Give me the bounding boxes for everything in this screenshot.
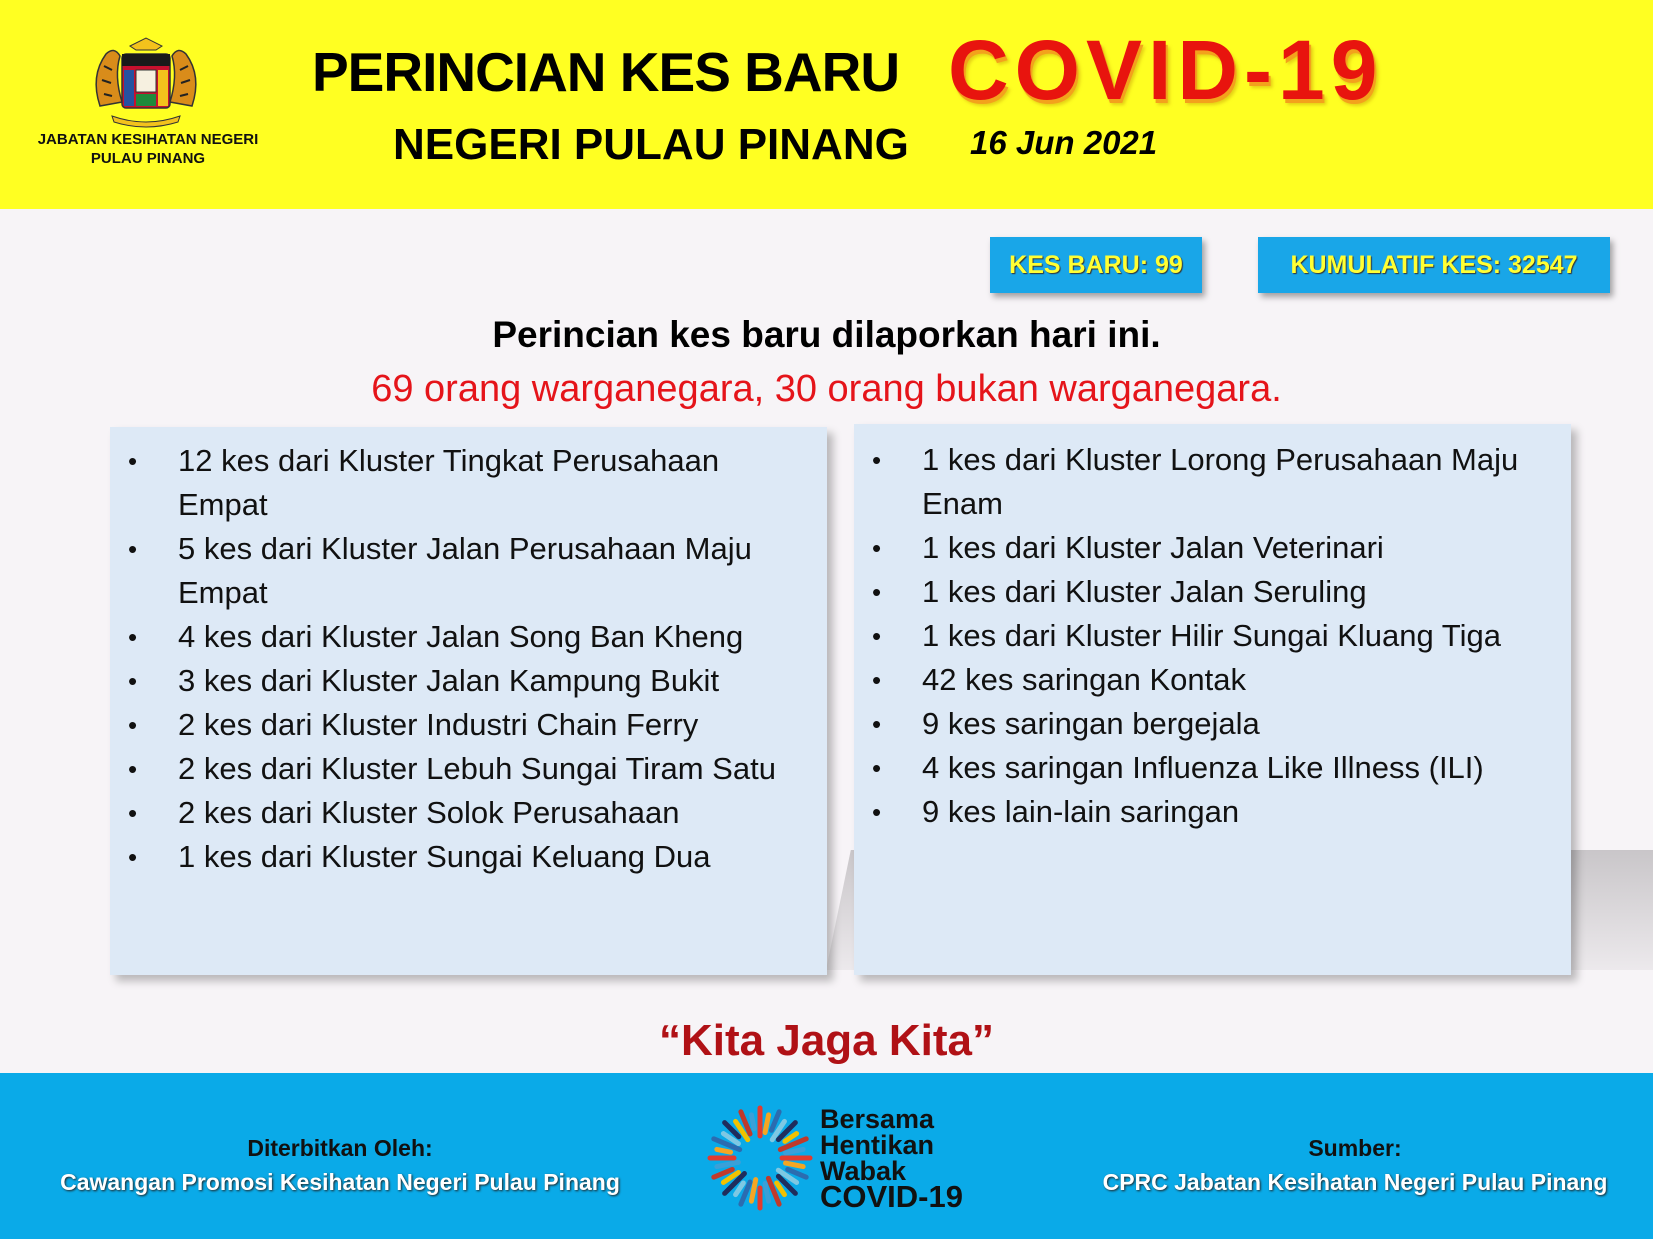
source-label: Sumber:: [1308, 1135, 1402, 1161]
campaign-line-2: Hentikan: [820, 1130, 935, 1160]
bullet-icon: •: [128, 710, 138, 740]
report-date: 16 Jun 2021: [970, 124, 1158, 161]
slogan: “Kita Jaga Kita”: [659, 1016, 994, 1065]
left-case-panel: [110, 427, 827, 975]
list-item-text: 1 kes dari Kluster Sungai Keluang Dua: [178, 839, 711, 874]
logo-ray: [786, 1163, 804, 1167]
campaign-line-1: Bersama: [820, 1104, 935, 1134]
publisher-block: [40, 1132, 640, 1200]
covid-title: COVID-19: [948, 23, 1384, 117]
logo-ray: [786, 1149, 804, 1153]
bullet-icon: •: [872, 665, 882, 695]
logo-ray: [751, 1115, 754, 1129]
list-item: [110, 439, 811, 527]
citizenship-summary: 69 orang warganegara, 30 orang bukan warganegara.: [371, 368, 1282, 410]
list-item: [854, 702, 1555, 746]
list-item: [110, 615, 811, 659]
list-item-text: 1 kes dari Kluster Jalan Seruling: [922, 574, 1367, 609]
logo-ray: [765, 1115, 769, 1133]
cumulative-cases-badge: KUMULATIF KES: 32547: [1258, 237, 1610, 293]
source-name: CPRC Jabatan Kesihatan Negeri Pulau Pinang: [1102, 1169, 1608, 1195]
list-item: [854, 658, 1555, 702]
campaign-logo-text: [820, 1104, 963, 1214]
right-case-panel: [854, 424, 1571, 975]
list-item-text: 1 kes dari Kluster Lorong Perusahaan Maju Enam: [922, 442, 1519, 521]
bullet-icon: •: [872, 709, 882, 739]
logo-ray: [717, 1162, 739, 1166]
campaign-line-3: Wabak: [820, 1156, 907, 1186]
list-item-text: 4 kes saringan Influenza Like Illness (ILI): [922, 750, 1484, 785]
department-name: [20, 130, 276, 168]
list-item-text: 12 kes dari Kluster Tingkat Perusahaan Empat: [178, 443, 720, 522]
right-case-list: [854, 424, 1571, 834]
campaign-logo-icon: [700, 1098, 820, 1218]
department-line-2: PULAU PINANG: [90, 150, 206, 167]
list-item: [854, 614, 1555, 658]
bullet-icon: •: [872, 797, 882, 827]
left-case-list: [110, 427, 827, 879]
list-item-text: 2 kes dari Kluster Solok Perusahaan: [178, 795, 680, 830]
logo-ray: [765, 1184, 769, 1202]
bullet-icon: •: [128, 534, 138, 564]
list-item-text: 2 kes dari Kluster Industri Chain Ferry: [178, 707, 699, 742]
list-item-text: 1 kes dari Kluster Hilir Sungai Kluang Tiga: [922, 618, 1501, 653]
page-subtitle: NEGERI PULAU PINANG: [393, 120, 909, 169]
list-item: [110, 835, 811, 879]
list-item-text: 1 kes dari Kluster Jalan Veterinari: [922, 530, 1384, 565]
campaign-line-4: COVID-19: [820, 1179, 963, 1214]
list-item-text: 3 kes dari Kluster Jalan Kampung Bukit: [178, 663, 720, 698]
list-item: [854, 526, 1555, 570]
list-item: [854, 438, 1555, 526]
bullet-icon: •: [128, 798, 138, 828]
list-item: [854, 746, 1555, 790]
publisher-name: Cawangan Promosi Kesihatan Negeri Pulau Pinang: [60, 1169, 620, 1195]
header-banner: [0, 0, 1653, 209]
bullet-icon: •: [872, 621, 882, 651]
list-item-text: 2 kes dari Kluster Lebuh Sungai Tiram Satu: [178, 751, 776, 786]
bullet-icon: •: [128, 754, 138, 784]
bullet-icon: •: [128, 622, 138, 652]
department-line-1: JABATAN KESIHATAN NEGERI: [37, 131, 259, 148]
publisher-label: Diterbitkan Oleh:: [247, 1135, 433, 1161]
list-item: [854, 570, 1555, 614]
list-item-text: 9 kes lain-lain saringan: [922, 794, 1240, 829]
list-item-text: 5 kes dari Kluster Jalan Perusahaan Maju Empat: [178, 531, 752, 610]
new-cases-badge: KES BARU: 99: [990, 237, 1202, 293]
bullet-icon: •: [872, 753, 882, 783]
bullet-icon: •: [128, 666, 138, 696]
coat-of-arms-icon: [86, 36, 206, 132]
page-title: PERINCIAN KES BARU: [312, 41, 900, 103]
bullet-icon: •: [128, 842, 138, 872]
bullet-icon: •: [128, 446, 138, 476]
list-item: [110, 703, 811, 747]
bullet-icon: •: [872, 577, 882, 607]
list-item: [854, 790, 1555, 834]
bullet-icon: •: [872, 533, 882, 563]
list-item: [110, 747, 811, 791]
details-heading: Perincian kes baru dilaporkan hari ini.: [492, 314, 1161, 355]
list-item-text: 42 kes saringan Kontak: [922, 662, 1246, 697]
list-item: [110, 527, 811, 615]
logo-ray: [717, 1149, 731, 1152]
source-block: [1080, 1132, 1630, 1200]
list-item-text: 9 kes saringan bergejala: [922, 706, 1260, 741]
list-item: [110, 791, 811, 835]
list-item: [110, 659, 811, 703]
bullet-icon: •: [872, 445, 882, 475]
list-item-text: 4 kes dari Kluster Jalan Song Ban Kheng: [178, 619, 744, 654]
